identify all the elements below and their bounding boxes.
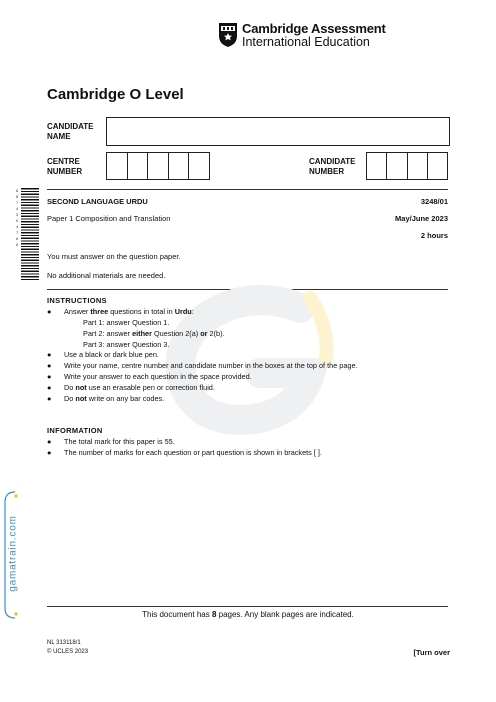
instructions-heading: INSTRUCTIONS	[47, 296, 107, 305]
paper-code: 3248/01	[420, 197, 448, 206]
watermark-logo-icon	[150, 268, 340, 438]
information-item	[47, 437, 175, 446]
instruction-item	[47, 394, 164, 403]
instruction-text: Do	[64, 383, 76, 392]
instruction-text: 2(b).	[207, 329, 225, 338]
cambridge-crest-icon	[218, 22, 238, 48]
instruction-subitem	[83, 329, 225, 338]
instruction-text: Part 2: answer	[83, 329, 133, 338]
instruction-emphasis: not	[75, 394, 87, 403]
instruction-text: Question 2(a)	[151, 329, 201, 338]
answer-note: You must answer on the question paper.	[47, 252, 181, 261]
instruction-item	[47, 307, 194, 316]
copyright: © UCLES 2023	[47, 649, 89, 655]
document-reference: NL 313118/1	[47, 640, 81, 646]
centre-number-cell[interactable]	[169, 153, 190, 179]
instruction-item	[47, 350, 159, 359]
centre-number-field[interactable]	[106, 152, 210, 180]
bullet-icon: ●	[47, 307, 52, 316]
bullet-icon: ●	[47, 437, 52, 446]
instruction-text: use an erasable pen or correction fluid.	[86, 383, 215, 392]
centre-number-cell[interactable]	[107, 153, 128, 179]
instruction-text: :	[191, 307, 194, 316]
logo-line-1: Cambridge Assessment	[242, 21, 386, 36]
candidate-number-cell[interactable]	[367, 153, 387, 179]
instruction-item	[47, 383, 215, 392]
instruction-text: questions in total in	[108, 307, 175, 316]
instruction-subitem: Part 3: answer Question 3.	[83, 340, 170, 349]
qualification-title: Cambridge O Level	[47, 86, 184, 103]
information-heading: INFORMATION	[47, 426, 103, 435]
instruction-emphasis: or	[200, 329, 208, 338]
candidate-name-field[interactable]	[106, 117, 450, 146]
instruction-text: Answer	[64, 307, 91, 316]
barcode	[21, 188, 39, 280]
instruction-text: Use a black or dark blue pen.	[64, 350, 159, 359]
logo-line-2: International Education	[242, 35, 370, 49]
materials-note: No additional materials are needed.	[47, 271, 166, 280]
page-count-number: 8	[211, 610, 217, 619]
centre-number-cell[interactable]	[189, 153, 209, 179]
centre-number-cell[interactable]	[148, 153, 169, 179]
subject-name: SECOND LANGUAGE URDU	[47, 197, 148, 206]
bullet-icon: ●	[47, 350, 52, 359]
instruction-subitem: Part 1: answer Question 1.	[83, 318, 170, 327]
bullet-icon: ●	[47, 372, 52, 381]
instruction-item	[47, 361, 358, 370]
divider	[47, 606, 448, 607]
instruction-text: Write your name, centre number and candidate number in the boxes at the top of the page.	[64, 361, 358, 370]
candidate-name-label	[47, 122, 94, 142]
candidate-number-field[interactable]	[366, 152, 448, 180]
instruction-emphasis: not	[75, 383, 87, 392]
turn-over: [Turn over	[413, 648, 450, 657]
instruction-emphasis: three	[90, 307, 109, 316]
instruction-text: Write your answer to each question in the space provided.	[64, 372, 252, 381]
bullet-icon: ●	[47, 448, 52, 457]
page-count-text: pages. Any blank pages are indicated.	[216, 610, 354, 619]
candidate-number-label-line-2: NUMBER	[309, 167, 345, 176]
exam-duration: 2 hours	[420, 231, 448, 240]
centre-number-cell[interactable]	[128, 153, 149, 179]
exam-session: May/June 2023	[395, 214, 448, 223]
instruction-emphasis: Urdu	[174, 307, 192, 316]
information-item	[47, 448, 322, 457]
candidate-name-label-line-1: CANDIDATE	[47, 122, 94, 131]
instruction-item	[47, 372, 252, 381]
bullet-icon: ●	[47, 394, 52, 403]
candidate-number-label	[309, 157, 356, 177]
information-text: The number of marks for each question or part question is shown in brackets [ ].	[64, 448, 322, 457]
page-count-text: This document has	[142, 610, 212, 619]
instruction-emphasis: either	[132, 329, 152, 338]
candidate-number-cell[interactable]	[387, 153, 407, 179]
centre-number-label-line-2: NUMBER	[47, 167, 83, 176]
side-watermark-text: gamatrain.com	[7, 515, 19, 592]
paper-name: Paper 1 Composition and Translation	[47, 214, 171, 223]
centre-number-label	[47, 157, 82, 177]
page-count-note	[0, 610, 496, 619]
candidate-number-label-line-1: CANDIDATE	[309, 157, 356, 166]
candidate-number-cell[interactable]	[428, 153, 447, 179]
instruction-text: write on any bar codes.	[86, 394, 165, 403]
candidate-name-label-line-2: NAME	[47, 132, 71, 141]
barcode-number: 6874304765	[16, 188, 19, 247]
information-text: The total mark for this paper is 55.	[64, 437, 175, 446]
candidate-number-cell[interactable]	[408, 153, 428, 179]
instruction-text: Do	[64, 394, 76, 403]
bullet-icon: ●	[47, 361, 52, 370]
centre-number-label-line-1: CENTRE	[47, 157, 80, 166]
bullet-icon: ●	[47, 383, 52, 392]
divider	[47, 189, 448, 190]
